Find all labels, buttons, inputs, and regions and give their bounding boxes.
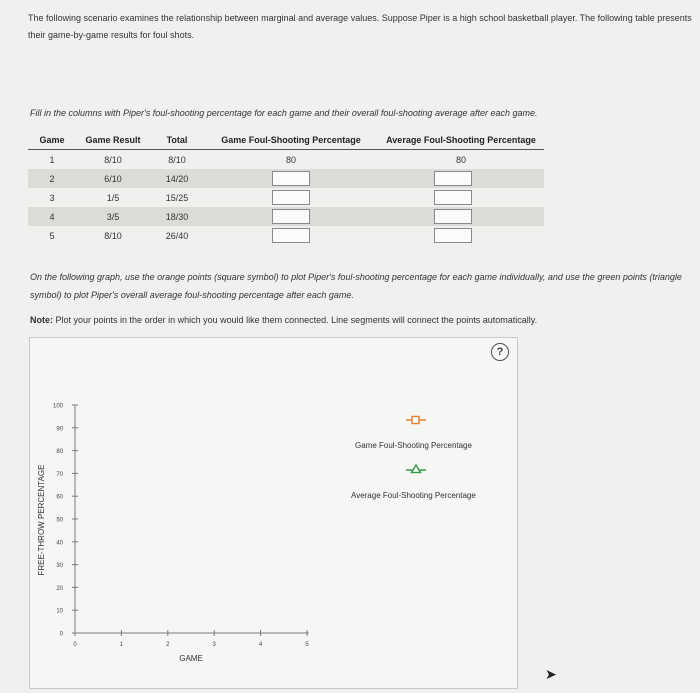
x-tick-label: 4 [258, 642, 263, 648]
y-tick-label: 50 [56, 517, 63, 524]
cell-total: 15/25 [165, 192, 189, 203]
header-game-pct: Game Foul-Shooting Percentage [204, 132, 378, 150]
y-tick-label: 40 [56, 540, 63, 547]
x-tick-label: 1 [119, 642, 124, 648]
y-tick-label: 100 [52, 403, 63, 410]
cell-game: 2 [28, 169, 76, 188]
cell-game: 5 [49, 230, 55, 241]
cell-result: 3/5 [76, 207, 150, 226]
cell-total: 26/40 [165, 230, 189, 241]
plot-axes [37, 404, 309, 664]
cell-total: 14/20 [150, 169, 204, 188]
note-text: Plot your points in the order in which you would like them connected. Line segments will connect the points automatically. [55, 315, 538, 325]
cell-game: 1 [49, 154, 55, 165]
y-tick-label: 60 [56, 494, 63, 501]
x-tick-label: 3 [212, 642, 216, 648]
header-total: Total [150, 132, 204, 150]
cell-game: 4 [28, 207, 76, 226]
note-label: Note: [30, 315, 53, 325]
intro-text: The following scenario examines the relationship between marginal and average values. Suppose Piper is a high school basketball player. The following table presents their game-by-game results for foul shots. [28, 13, 692, 40]
cell-total: 18/30 [150, 207, 204, 226]
cell-result: 8/10 [104, 230, 122, 241]
cell-result: 8/10 [104, 154, 122, 165]
mouse-cursor-icon: ➤ [545, 666, 557, 682]
header-avg-pct: Average Foul-Shooting Percentage [378, 132, 544, 150]
cell-result: 6/10 [76, 169, 150, 188]
header-game: Game [28, 132, 76, 150]
table-instructions: Fill in the columns with Piper's foul-shooting percentage for each game and their overall foul-shooting average after each game. [30, 108, 538, 118]
x-tick-label: 5 [305, 642, 309, 648]
legend-game-square-icon [412, 417, 419, 424]
y-tick-label: 80 [56, 449, 63, 456]
y-tick-label: 30 [56, 563, 63, 570]
legend-avg-triangle-icon [412, 465, 421, 473]
cell-result: 1/5 [106, 192, 120, 203]
graph-instructions: On the following graph, use the orange points (square symbol) to plot Piper's foul-shooting percentage for each game individually, and use the green points (triangle symbol) to plot Piper's overall average foul-shooting percentage after each game. [30, 272, 682, 300]
cell-avg-pct: 80 [455, 154, 466, 165]
legend-game-label: Game Foul-Shooting Percentage [355, 441, 472, 450]
y-axis-label: FREE-THROW PERCENTAGE [37, 464, 46, 576]
x-axis-label: GAME [179, 654, 203, 663]
cell-game-pct: 80 [285, 154, 296, 165]
header-game-result: Game Result [76, 132, 150, 150]
cell-total: 8/10 [168, 154, 186, 165]
x-tick-label: 2 [166, 642, 170, 648]
y-tick-label: 90 [56, 426, 63, 433]
x-tick-label: 0 [73, 642, 77, 648]
legend-avg-label: Average Foul-Shooting Percentage [351, 491, 476, 500]
y-tick-label: 70 [56, 471, 63, 478]
cell-game: 3 [49, 192, 55, 203]
y-tick-label: 20 [56, 585, 63, 592]
y-tick-label: 0 [59, 631, 63, 638]
y-tick-label: 10 [56, 608, 63, 615]
help-button[interactable]: ? [491, 343, 509, 361]
